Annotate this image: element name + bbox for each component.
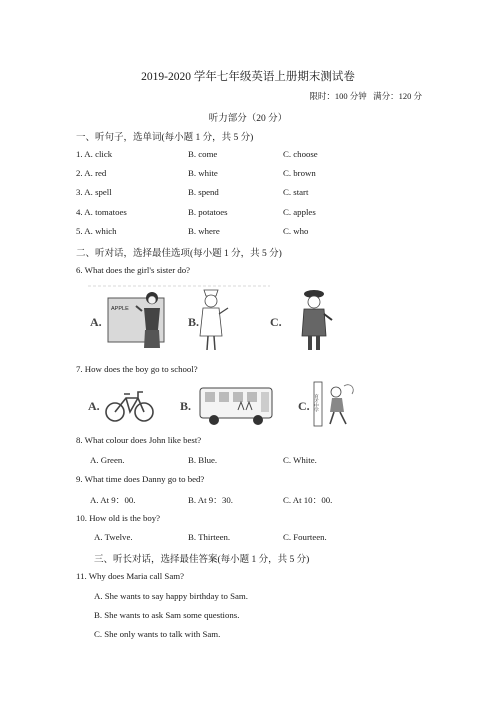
full-score: 满分：120 分: [373, 91, 422, 101]
walking-picture: [314, 382, 354, 426]
section1-heading: 一、听句子，选单词(每小题 1 分，共 5 分): [76, 133, 254, 143]
s1-row5-a: 5. A. which: [76, 226, 117, 236]
q9-option-a: A. At 9：00.: [90, 495, 136, 505]
s1-row3-c: C. start: [283, 187, 309, 197]
q6-pictures: [80, 284, 350, 356]
exam-meta: [309, 90, 422, 102]
nurse-picture: [200, 290, 228, 350]
s1-row1-a: 1. A. click: [76, 149, 113, 159]
q11-option-c: C. She only wants to talk with Sam.: [94, 629, 221, 639]
s1-row4-c: C. apples: [283, 207, 316, 217]
q7-label-a: A.: [88, 399, 100, 413]
q9-option-c: C. At 10：00.: [283, 495, 333, 505]
q7-pictures: [80, 380, 370, 428]
s1-row2-b: B. white: [188, 168, 218, 178]
bus-picture: [200, 388, 272, 425]
time-limit: 限时：100 分钟: [309, 91, 367, 101]
s1-row5-c: C. who: [283, 226, 309, 236]
q6-label-b: B.: [188, 315, 200, 329]
q10-option-c: C. Fourteen.: [283, 532, 327, 542]
blackboard-text: APPLE: [111, 306, 129, 312]
s1-row5-b: B. where: [188, 226, 220, 236]
s1-row1-c: C. choose: [283, 149, 318, 159]
q10-option-a: A. Twelve.: [94, 532, 133, 542]
q6-label-c: C.: [270, 315, 282, 329]
s1-row4-a: 4. A. tomatoes: [76, 207, 127, 217]
q10-option-b: B. Thirteen.: [188, 532, 231, 542]
q11-text: 11. Why does Maria call Sam?: [76, 571, 184, 581]
q11-option-b: B. She wants to ask Sam some questions.: [94, 610, 240, 620]
q8-option-a: A. Green.: [90, 455, 125, 465]
q6-text: 6. What does the girl's sister do?: [76, 265, 191, 275]
s1-row4-b: B. potatoes: [188, 207, 228, 217]
q9-option-b: B. At 9：30.: [188, 495, 233, 505]
police-officer-picture: [302, 290, 332, 350]
section3-heading: 三、听长对话，选择最佳答案(每小题 1 分，共 5 分): [94, 555, 310, 565]
listening-part-title: 听力部分（20 分）: [208, 114, 288, 124]
teacher-picture: [108, 292, 164, 348]
q7-label-b: B.: [180, 399, 192, 413]
s1-row3-b: B. spend: [188, 187, 219, 197]
s1-row1-b: B. come: [188, 149, 218, 159]
q8-option-c: C. White.: [283, 455, 317, 465]
bike-picture: [106, 392, 153, 421]
q7-text: 7. How does the boy go to school?: [76, 364, 198, 374]
school-sign-text: 育才中学: [313, 394, 319, 412]
s1-row2-a: 2. A. red: [76, 168, 107, 178]
q8-option-b: B. Blue.: [188, 455, 218, 465]
exam-title: 2019-2020 学年七年级英语上册期末测试卷: [141, 71, 355, 83]
q6-label-a: A.: [90, 315, 102, 329]
s1-row3-a: 3. A. spell: [76, 187, 112, 197]
q7-label-c: C.: [298, 399, 310, 413]
q9-text: 9. What time does Danny go to bed?: [76, 474, 205, 484]
section2-heading: 二、听对话，选择最佳选项(每小题 1 分，共 5 分): [76, 249, 282, 259]
q11-option-a: A. She wants to say happy birthday to Sam.: [94, 591, 248, 601]
s1-row2-c: C. brown: [283, 168, 316, 178]
q8-text: 8. What colour does John like best?: [76, 435, 202, 445]
q10-text: 10. How old is the boy?: [76, 513, 161, 523]
